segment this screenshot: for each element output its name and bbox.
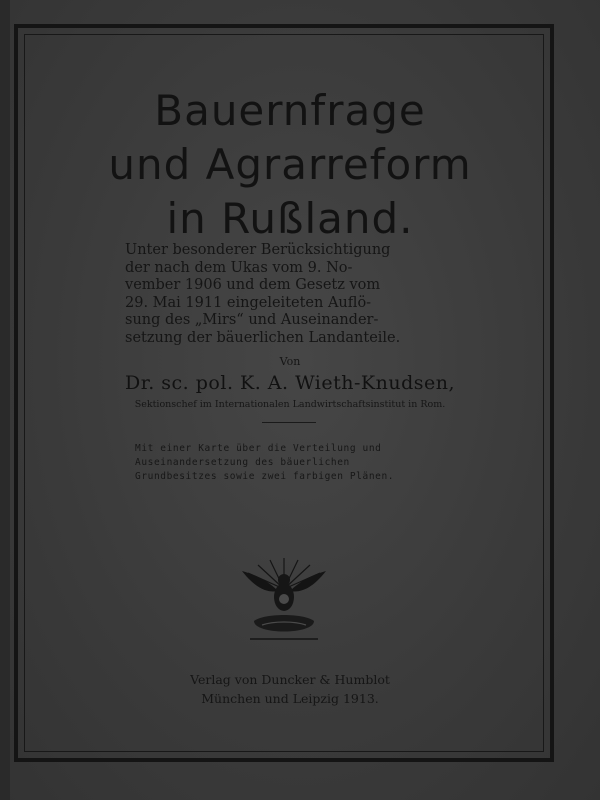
subtitle-line-5: sung des „Mirs“ und Auseinander-	[125, 312, 379, 328]
author-position: Sektionschef im Internationalen Landwirtschaftsinstitut in Rom.	[134, 399, 446, 410]
map-note	[135, 442, 435, 484]
by-label: Von	[279, 355, 301, 368]
page-left-edge	[0, 0, 10, 800]
subtitle-line-6: setzung der bäuerlichen Landanteile.	[125, 329, 401, 346]
book-subtitle	[125, 242, 455, 347]
note-line-1: Mit einer Karte über die Verteilung und	[135, 443, 382, 454]
publisher-place-year: München und Leipzig 1913.	[201, 691, 379, 706]
publisher-name: Verlag von Duncker & Humblot	[190, 672, 390, 687]
title-line-3: in Rußland.	[166, 194, 414, 243]
subtitle-line-4: 29. Mai 1911 eingeleiteten Auflö-	[125, 294, 372, 311]
divider-rule	[262, 422, 316, 423]
book-title	[40, 84, 540, 246]
title-line-2: und Agrarreform	[108, 140, 472, 189]
publisher-imprint	[40, 670, 540, 708]
subtitle-line-3: vember 1906 und dem Gesetz vom	[125, 277, 381, 293]
subtitle-line-2: der nach dem Ukas vom 9. No-	[125, 259, 353, 276]
publisher-eagle-emblem-icon	[238, 555, 330, 647]
title-line-1: Bauernfrage	[154, 86, 426, 135]
note-line-2: Auseinandersetzung des bäuerlichen	[135, 457, 350, 468]
subtitle-line-1: Unter besonderer Berücksichtigung	[125, 242, 391, 258]
author-name: Dr. sc. pol. K. A. Wieth-Knudsen,	[124, 372, 456, 394]
note-line-3: Grundbesitzes sowie zwei farbigen Plänen.	[135, 471, 395, 482]
